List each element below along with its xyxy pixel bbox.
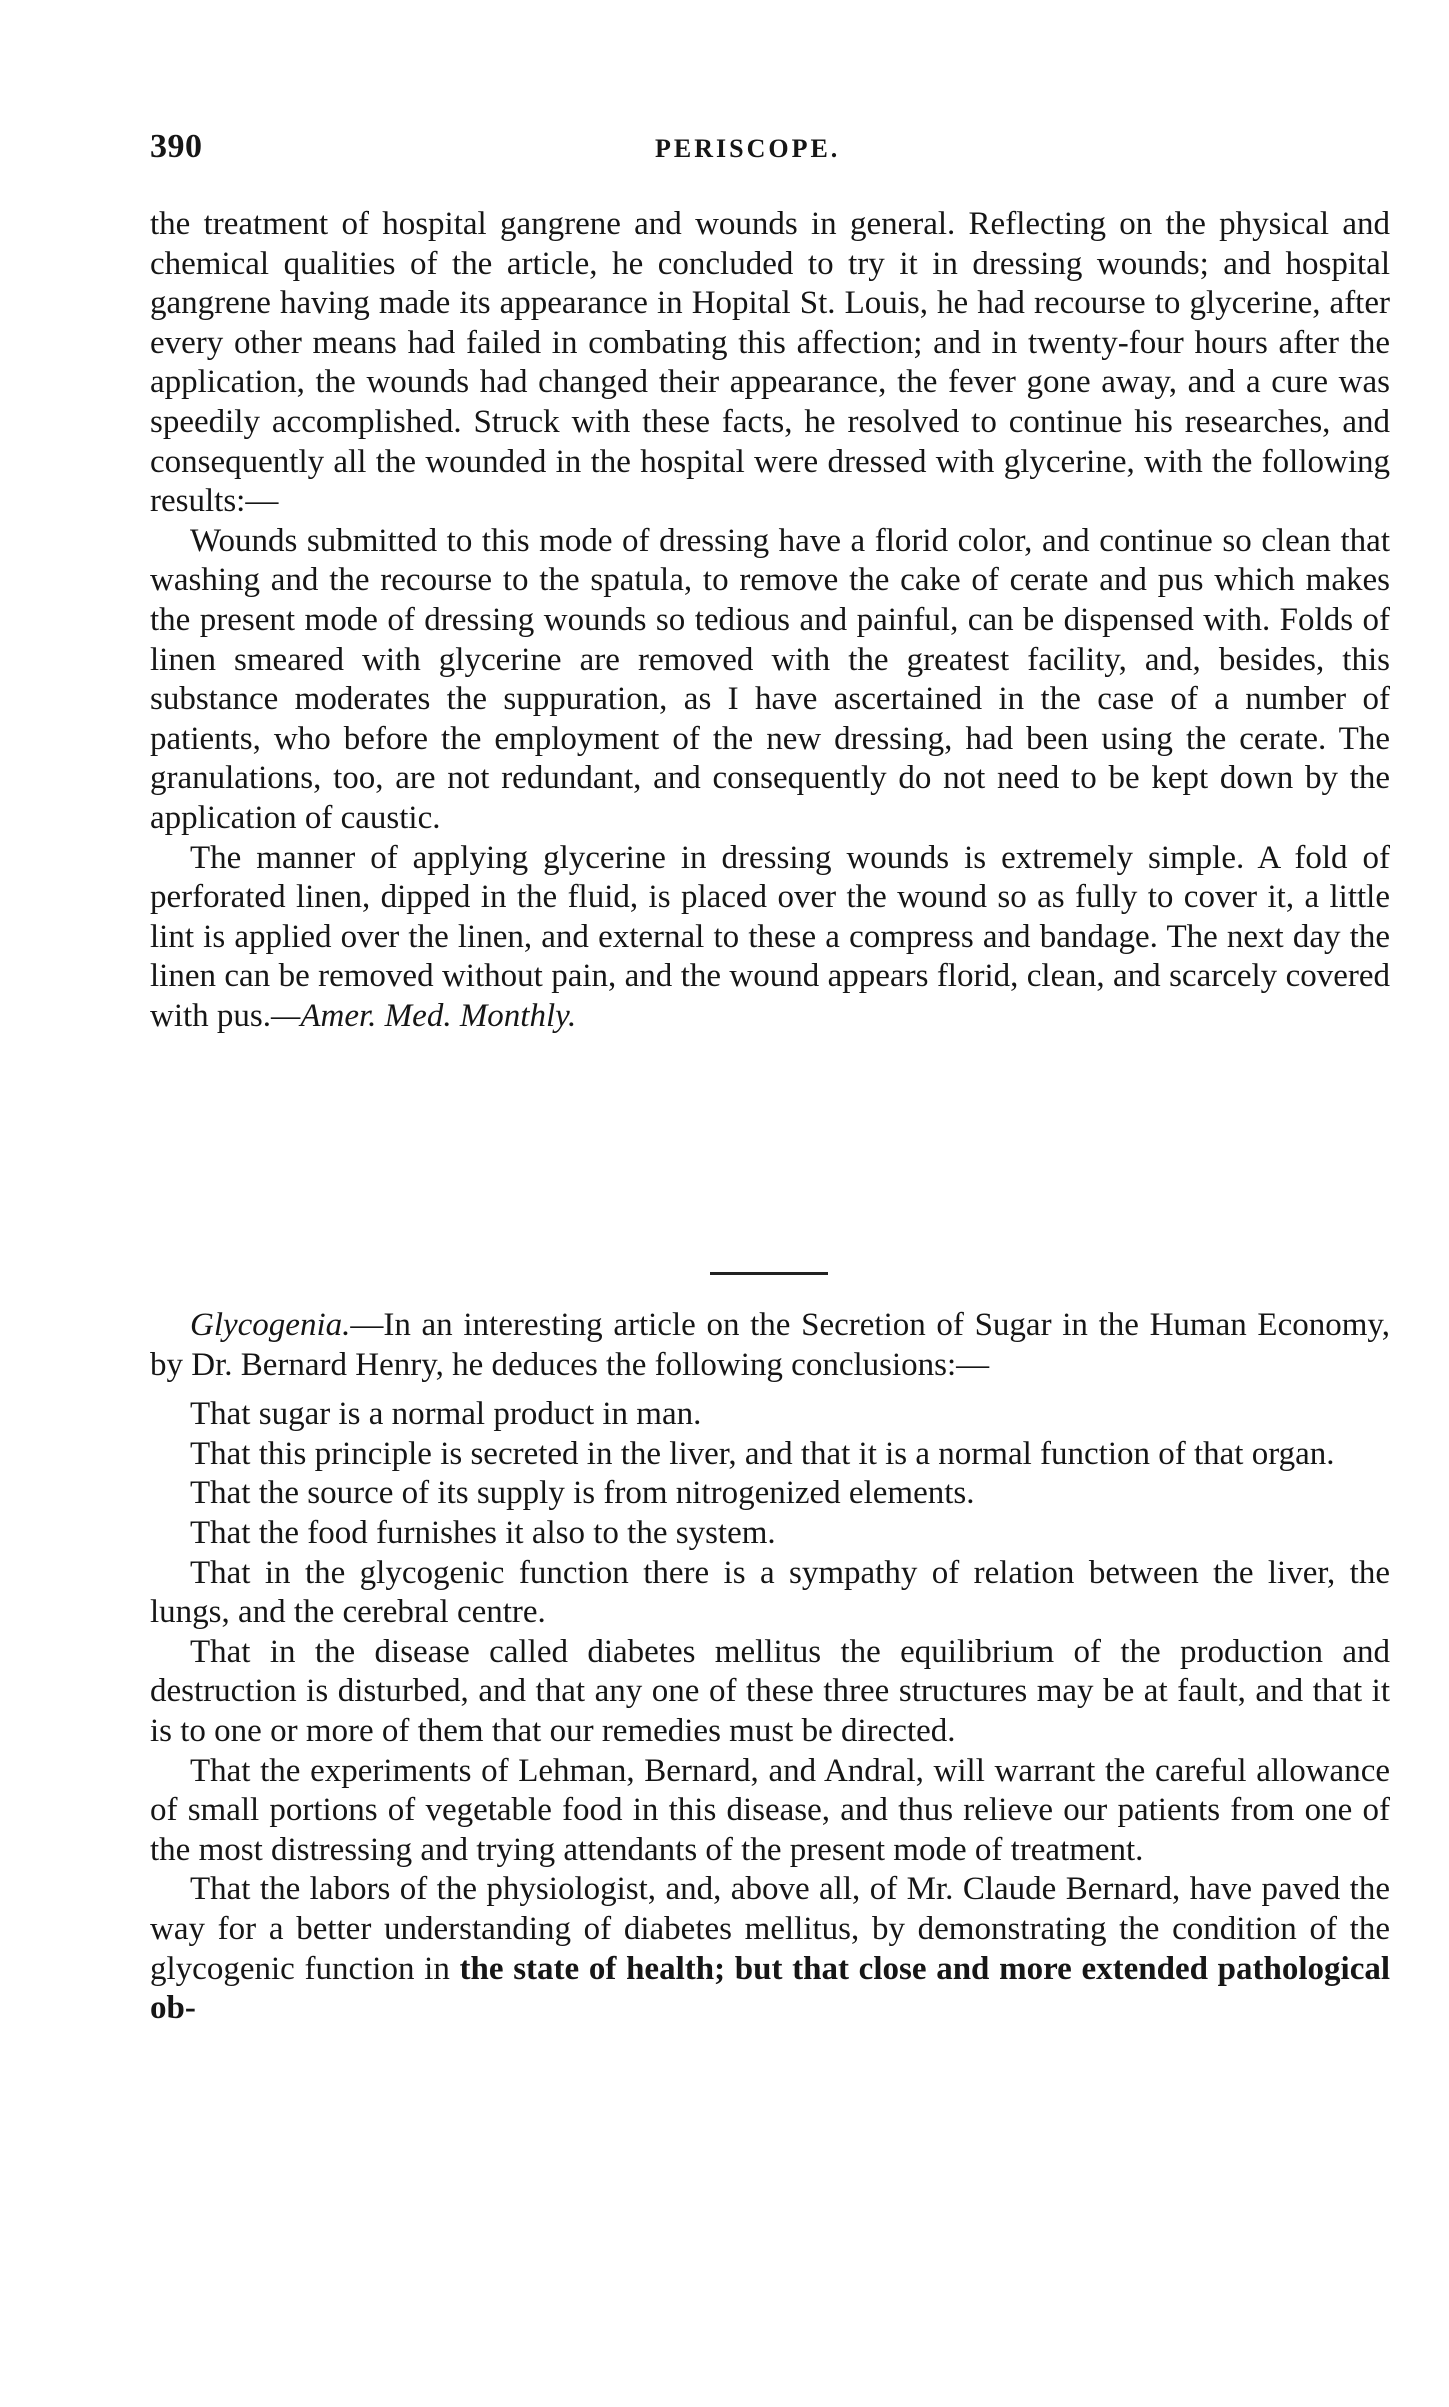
- conclusion-text-bold: the state of health; but that close and more extended pathological ob-: [150, 1950, 1391, 2027]
- conclusion-item: That in the glycogenic function there is a sympathy of relation between the liver, the lungs, and the cerebral centre.: [150, 1554, 1390, 1631]
- conclusion-text: That the labors of the physiologist, and, above all, of Mr. Claude Bernard, have paved the way for a better understanding of diabetes mellitus, by demonstrating the condition of the glycogenic function in: [150, 1871, 1390, 1987]
- paragraph-text: The manner of applying glycerine in dressing wounds is extremely simple. A fold of perforated linen, dipped in the fluid, is placed over the wound so as fully to cover it, a little lint is applied over the linen, and external to these a compress and bandage. The next day the linen can be removed without pain, and the wound appears florid, clean, and scarcely covered with pus.: [150, 839, 1390, 1034]
- section-intro: [150, 1306, 1390, 1385]
- running-head: PERISCOPE.: [655, 134, 841, 163]
- paragraph: [150, 839, 1390, 1037]
- conclusion-item: That the experiments of Lehman, Bernard, and Andral, will warrant the careful allowance of small portions of vegetable food in this disease, and thus relieve our patients from one of the most distressing and trying attendants of the present mode of treatment.: [150, 1752, 1390, 1868]
- section-divider: [710, 1272, 828, 1275]
- page-number: 390: [150, 128, 203, 165]
- conclusion-item: That the food furnishes it also to the system.: [190, 1514, 776, 1551]
- conclusion-item: That sugar is a normal product in man.: [190, 1396, 702, 1433]
- paragraph: the treatment of hospital gangrene and wounds in general. Reflecting on the physical and chemical qualities of the article, he concluded to try it in dressing wounds; and hospital gangrene having made its appearance in Hopital St. Louis, he had recourse to glycerine, after every other means had failed in combating this affection; and in twenty-four hours after the application, the wounds had changed their appearance, the fever gone away, and a cure was speedily accomplished. Struck with these facts, he resolved to continue his researches, and consequently all the wounded in the hospital were dressed with glycerine, with the following results:—: [150, 206, 1390, 520]
- glycerine-article-continuation: [150, 205, 1390, 1036]
- conclusion-item: That in the disease called diabetes mellitus the equilibrium of the production and destruction is disturbed, and that any one of these three structures may be at fault, and that it is to one or more of them that our remedies must be directed.: [150, 1633, 1390, 1749]
- conclusion-item: That this principle is secreted in the liver, and that it is a normal function of that organ.: [190, 1435, 1335, 1472]
- page-header: [150, 128, 1389, 168]
- citation: —Amer. Med. Monthly.: [271, 997, 577, 1034]
- glycogenia-article: [150, 1306, 1390, 2029]
- section-title: Glycogenia.: [190, 1307, 351, 1343]
- conclusion-item: That the source of its supply is from nitrogenized elements.: [190, 1475, 975, 1512]
- conclusion-item: [150, 1870, 1390, 2028]
- paragraph: Wounds submitted to this mode of dressing have a florid color, and continue so clean that washing and the recourse to the spatula, to remove the cake of cerate and pus which makes the present mode of dressing wounds so tedious and painful, can be dispensed with. Folds of linen smeared with glycerine are removed with the greatest facility, and, besides, this substance moderates the suppuration, as I have ascertained in the case of a number of patients, who before the employment of the new dressing, had been using the cerate. The granulations, too, are not redundant, and consequently do not need to be kept down by the application of caustic.: [150, 522, 1390, 836]
- intro-text: —In an interesting article on the Secretion of Sugar in the Human Economy, by Dr. Bernard Henry, he deduces the following conclusions:—: [150, 1307, 1390, 1383]
